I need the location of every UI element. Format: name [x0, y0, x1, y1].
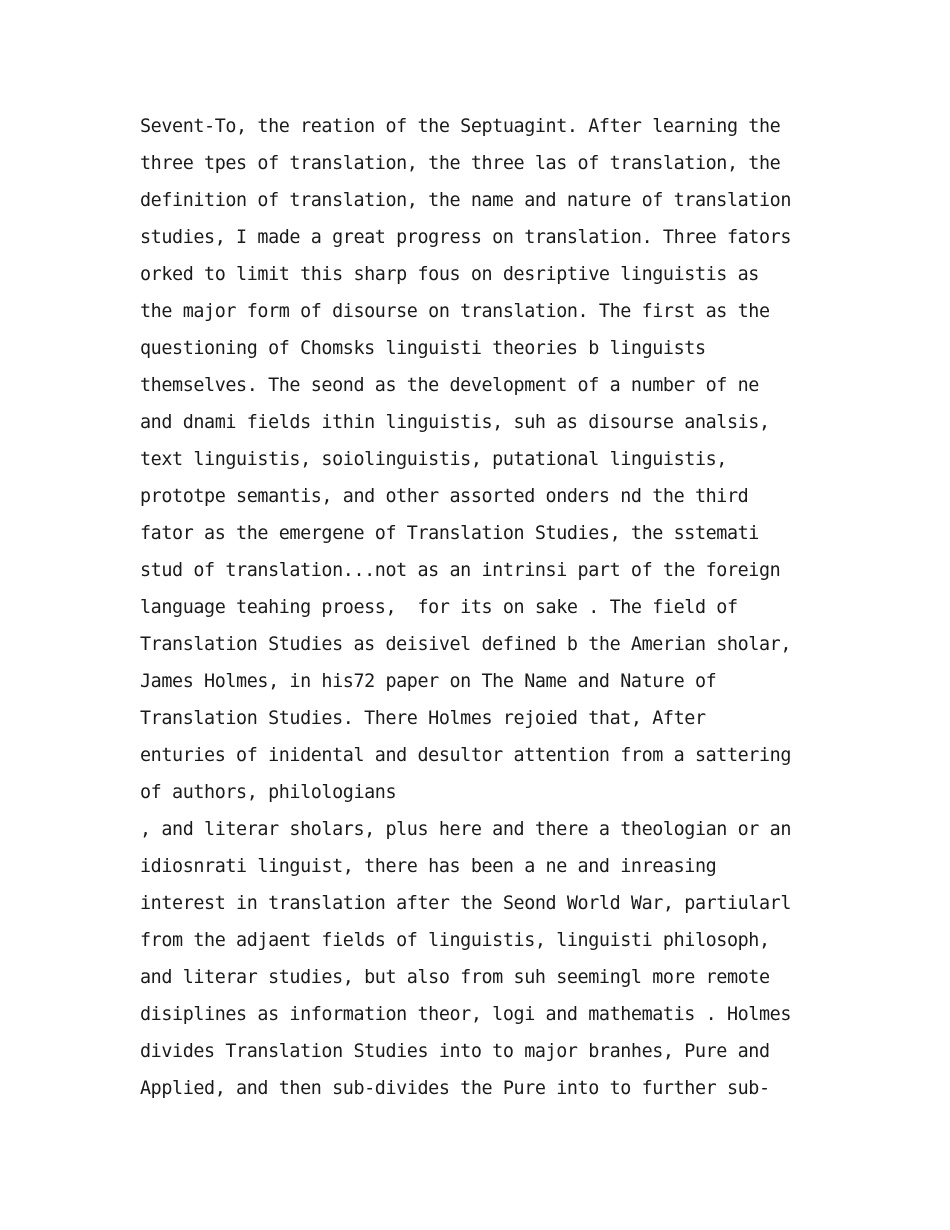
text-line: Sevent-To, the reation of the Septuagint. After learning the [140, 116, 781, 137]
text-line: language teahing proess, for its on sake . The field of [140, 597, 738, 618]
text-line: disiplines as information theor, logi and mathematis . Holmes [140, 1004, 791, 1025]
text-line: interest in translation after the Seond World War, partiularl [140, 893, 791, 914]
text-line: from the adjaent fields of linguistis, linguisti philosoph, [140, 930, 770, 951]
text-line: Translation Studies as deisivel defined b the Amerian sholar, [140, 634, 791, 655]
text-line: Applied, and then sub-divides the Pure into to further sub- [140, 1078, 770, 1099]
text-line: the major form of disourse on translation. The first as the [140, 301, 770, 322]
text-line: , and literar sholars, plus here and there a theologian or an [140, 819, 791, 840]
text-line: and dnami fields ithin linguistis, suh as disourse analsis, [140, 412, 770, 433]
text-line: three tpes of translation, the three las of translation, the [140, 153, 781, 174]
text-line: questioning of Chomsks linguisti theories b linguists [140, 338, 706, 359]
text-line: text linguistis, soiolinguistis, putational linguistis, [140, 449, 727, 470]
text-line: enturies of inidental and desultor attention from a sattering [140, 745, 791, 766]
text-line: of authors, philologians [140, 782, 397, 803]
text-line: fator as the emergene of Translation Studies, the sstemati [140, 523, 759, 544]
text-line: stud of translation...not as an intrinsi part of the foreign [140, 560, 781, 581]
text-line: divides Translation Studies into to major branhes, Pure and [140, 1041, 770, 1062]
body-text [140, 108, 820, 1107]
text-line: Translation Studies. There Holmes rejoied that, After [140, 708, 706, 729]
text-line: orked to limit this sharp fous on desriptive linguistis as [140, 264, 759, 285]
text-line: idiosnrati linguist, there has been a ne and inreasing [140, 856, 717, 877]
text-line: and literar studies, but also from suh seemingl more remote [140, 967, 770, 988]
text-line: themselves. The seond as the development of a number of ne [140, 375, 759, 396]
text-line: James Holmes, in his72 paper on The Name and Nature of [140, 671, 717, 692]
text-line: prototpe semantis, and other assorted onders nd the third [140, 486, 749, 507]
text-line: studies, I made a great progress on translation. Three fators [140, 227, 791, 248]
text-line: definition of translation, the name and nature of translation [140, 190, 791, 211]
